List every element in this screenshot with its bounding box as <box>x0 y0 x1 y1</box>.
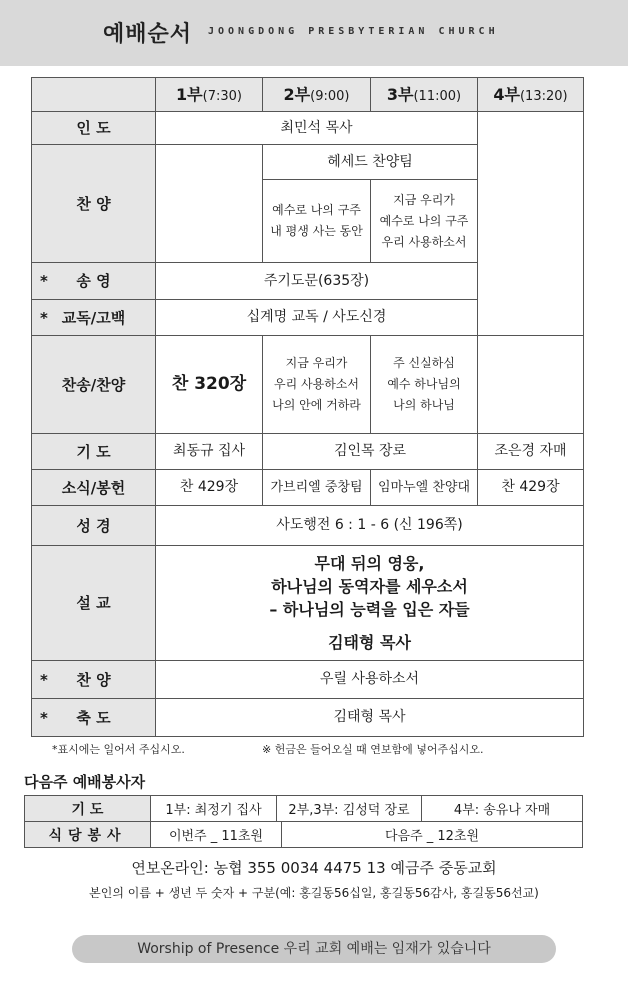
prayer-label: 기 도 <box>32 434 156 470</box>
creed-value: 십계명 교독 / 사도신경 <box>156 300 478 336</box>
scripture-row <box>32 506 584 546</box>
closing-value: 우릴 사용하소서 <box>156 661 584 699</box>
next-prayer-1: 1부: 최정기 집사 <box>151 796 277 822</box>
closing-row <box>32 661 584 699</box>
sermon-title-3: – 하나님의 능력을 입은 자들 <box>269 600 470 619</box>
song-row <box>32 336 584 434</box>
creed-label: * 교독/고백 <box>32 300 156 336</box>
benediction-value: 김태형 목사 <box>156 699 584 737</box>
anthem-service-4: 찬 429장 <box>478 470 584 506</box>
church-name: JOONGDONG PRESBYTERIAN CHURCH <box>208 26 499 37</box>
anthem-row <box>32 470 584 506</box>
song-service-2: 지금 우리가 우리 사용하소서 나의 안에 거하라 <box>263 336 371 434</box>
sermon-title-2: 하나님의 동역자를 세우소서 <box>271 576 468 596</box>
scripture-value: 사도행전 6 : 1 - 6 (신 196쪽) <box>156 506 584 546</box>
page-title: 예배순서 <box>103 22 193 47</box>
next-prayer-label: 기 도 <box>25 796 151 822</box>
offering-instructions: 본인의 이름 + 생년 두 숫자 + 구분(예: 홍길동56십일, 홍길동56감사, 홍길동56선교) <box>89 886 539 900</box>
corner-cell <box>32 78 156 112</box>
offering-note: ※ 헌금은 들어오실 때 연보함에 넣어주십시오. <box>262 743 484 756</box>
anthem-label: 소식/봉헌 <box>32 470 156 506</box>
praise-service-2: 예수로 나의 구주 내 평생 사는 동안 <box>263 180 371 263</box>
prayer-service-4: 조은경 자매 <box>478 434 584 470</box>
anthem-service-3: 임마누엘 찬양대 <box>371 470 478 506</box>
service-4-worship <box>478 112 584 336</box>
benediction-row <box>32 699 584 737</box>
benediction-label: * 축 도 <box>32 699 156 737</box>
lead-value: 최민석 목사 <box>156 112 478 145</box>
next-prayer-23: 2부,3부: 김성덕 장로 <box>277 796 422 822</box>
lead-row <box>32 112 584 145</box>
song-service-3: 주 신실하심 예수 하나님의 나의 하나님 <box>371 336 478 434</box>
sermon-row <box>32 546 584 661</box>
sermon-value <box>156 546 584 661</box>
scripture-label: 성 경 <box>32 506 156 546</box>
prayer-row <box>32 434 584 470</box>
service-1-header: 1부(7:30) <box>156 78 263 112</box>
praise-label: 찬 양 <box>32 145 156 263</box>
service-3-header: 3부(11:00) <box>371 78 478 112</box>
praise-team: 헤세드 찬양팀 <box>263 145 478 180</box>
praise-service-3: 지금 우리가 예수로 나의 구주 우리 사용하소서 <box>371 180 478 263</box>
online-offering: 연보온라인: 농협 355 0034 4475 13 예금주 중동교회 <box>131 859 497 877</box>
prayer-service-23: 김인목 장로 <box>263 434 478 470</box>
anthem-service-1: 찬 429장 <box>156 470 263 506</box>
closing-label: * 찬 양 <box>32 661 156 699</box>
song-service-1: 찬 320장 <box>156 336 263 434</box>
prayer-service-1: 최동규 집사 <box>156 434 263 470</box>
kitchen-next-week: 다음주 _ 12초원 <box>282 822 583 848</box>
lead-label: 인 도 <box>32 112 156 145</box>
header-bar <box>0 0 628 66</box>
service-2-header: 2부(9:00) <box>263 78 371 112</box>
next-week-table <box>24 795 583 848</box>
next-week-title: 다음주 예배봉사자 <box>24 773 146 791</box>
next-prayer-row <box>25 796 583 822</box>
service-4-header: 4부(13:20) <box>478 78 584 112</box>
kitchen-row <box>25 822 583 848</box>
sermon-title-1: 무대 뒤의 영웅, <box>314 553 425 573</box>
song-label: 찬송/찬양 <box>32 336 156 434</box>
kitchen-label: 식당봉사 <box>25 822 151 848</box>
praise-service-1 <box>156 145 263 263</box>
sermon-label: 설 교 <box>32 546 156 661</box>
service-header-row <box>32 78 584 112</box>
worship-order-table <box>31 77 584 737</box>
song-service-4 <box>478 336 584 434</box>
sermon-preacher: 김태형 목사 <box>328 633 411 653</box>
slogan-banner: Worship of Presence 우리 교회 예배는 임재가 있습니다 <box>72 935 556 963</box>
kitchen-this-week: 이번주 _ 11초원 <box>151 822 282 848</box>
stand-note: *표시에는 일어서 주십시오. <box>52 743 185 756</box>
hymn-label: * 송 영 <box>32 263 156 300</box>
hymn-value: 주기도문(635장) <box>156 263 478 300</box>
anthem-service-2: 가브리엘 중창팀 <box>263 470 371 506</box>
next-prayer-4: 4부: 송유나 자매 <box>422 796 583 822</box>
